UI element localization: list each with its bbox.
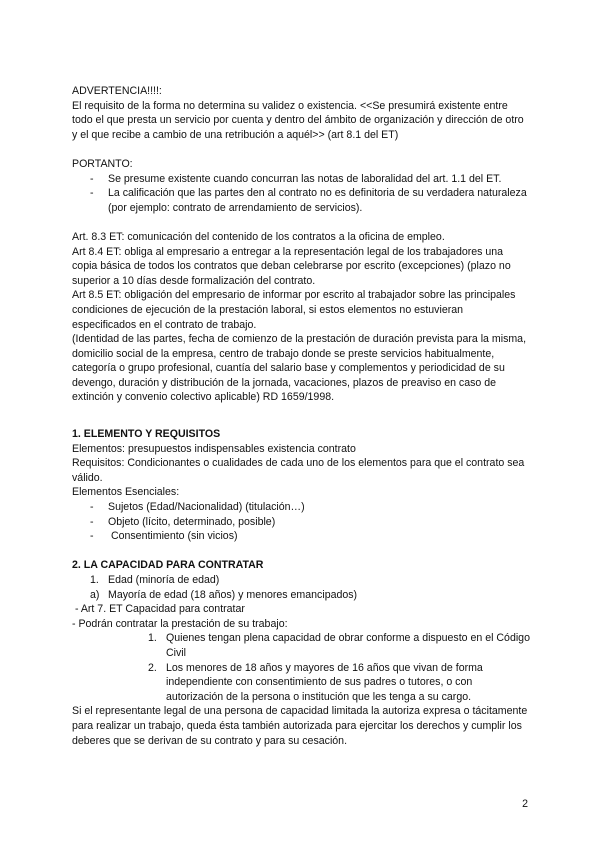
article-8-5: Art 8.5 ET: obligación del empresario de informar por escrito al trabajador sobre las principales condiciones de ejecución de la prestación laboral, si estos elementos no estuvieran especificados en el contrato de trabajo.	[72, 289, 516, 331]
closing-paragraph: Si el representante legal de una persona de capacidad limitada la autoriza expresa o tácitamente para realizar un trabajo, queda ésta también autorizada para ejercitar los derechos y cumplir los deberes que se derivan de su contrato y para su cesación.	[72, 705, 528, 747]
esenciales-list	[72, 500, 530, 544]
elementos-text: Elementos: presupuestos indispensables existencia contrato	[72, 442, 356, 455]
article-8-4: Art 8.4 ET: obliga al empresario a entregar a la representación legal de los trabajadores una copia básica de todos los contratos que deban celebrarse por escrito (excepciones) (plazo no superior a 10 días desde formalización del contrato.	[72, 245, 511, 287]
list-item: - Objeto (lícito, determinado, posible)	[90, 515, 276, 528]
list-item: 1. Quienes tengan plena capacidad de obrar conforme a dispuesto en el Código Civil	[148, 632, 530, 659]
portanto-title: PORTANTO:	[72, 157, 133, 170]
list-item: - Se presume existente cuando concurran las notas de laboralidad del art. 1.1 del ET.	[90, 172, 502, 185]
requisitos-text: Requisitos: Condicionantes o cualidades de cada uno de los elementos para que el contrato sea válido.	[72, 457, 525, 484]
document-page	[72, 84, 530, 748]
article-details: (Identidad de las partes, fecha de comienzo de la prestación de duración prevista para la misma, domicilio social de la empresa, centro de trabajo donde se preste servicios habitualmente, categoría o grupo profesional, cuantía del salario base y complementos y periodicidad de su devengo, duración y distribución de la jornada, vacaciones, plazos de preaviso en caso de extinción y convenio colectivo aplicable) RD 1659/1998.	[72, 333, 527, 404]
warning-title: ADVERTENCIA!!!!:	[72, 85, 162, 97]
dash-marker: -	[90, 501, 94, 514]
dash-marker: -	[90, 515, 94, 528]
section-2-heading: 2. LA CAPACIDAD PARA CONTRATAR	[72, 559, 264, 572]
list-item: 1. Edad (minoría de edad)	[90, 574, 220, 586]
list-item: 2. Los menores de 18 años y mayores de 16 años que vivan de forma independiente con consentimiento de sus padres o tutores, o con autorización de la persona o institución que les tenga a su cargo.	[148, 661, 483, 703]
list-item: a) Mayoría de edad (18 años) y menores emancipados)	[90, 588, 358, 601]
article-8-3: Art. 8.3 ET: comunicación del contenido de los contratos a la oficina de empleo.	[72, 230, 445, 243]
portanto-list	[72, 172, 530, 216]
art-7-line: - Art 7. ET Capacidad para contratar	[72, 603, 245, 616]
list-item: - Sujetos (Edad/Nacionalidad) (titulación…)	[90, 501, 305, 514]
dash-marker: -	[90, 530, 94, 543]
podran-list	[72, 631, 530, 704]
podran-line: - Podrán contratar la prestación de su trabajo:	[72, 617, 288, 630]
esenciales-label: Elementos Esenciales:	[72, 486, 180, 499]
warning-text: El requisito de la forma no determina su validez o existencia. <<Se presumirá existente entre todo el que presta un servicio por cuenta y dentro del ámbito de organización y dirección de otro y el que recibe a cambio de una retribución a aquél>> (art 8.1 del ET)	[72, 99, 524, 141]
dash-marker: -	[90, 172, 94, 185]
list-item: - Consentimiento (sin vicios)	[90, 530, 238, 543]
capacity-list	[72, 573, 530, 602]
page-number: 2	[522, 798, 528, 810]
section-1-heading: 1. ELEMENTO Y REQUISITOS	[72, 428, 221, 441]
dash-marker: -	[90, 187, 94, 200]
list-item: - La calificación que las partes den al contrato no es definitoria de su verdadera naturaleza (por ejemplo: contrato de arrendamiento de servicios).	[90, 187, 527, 214]
